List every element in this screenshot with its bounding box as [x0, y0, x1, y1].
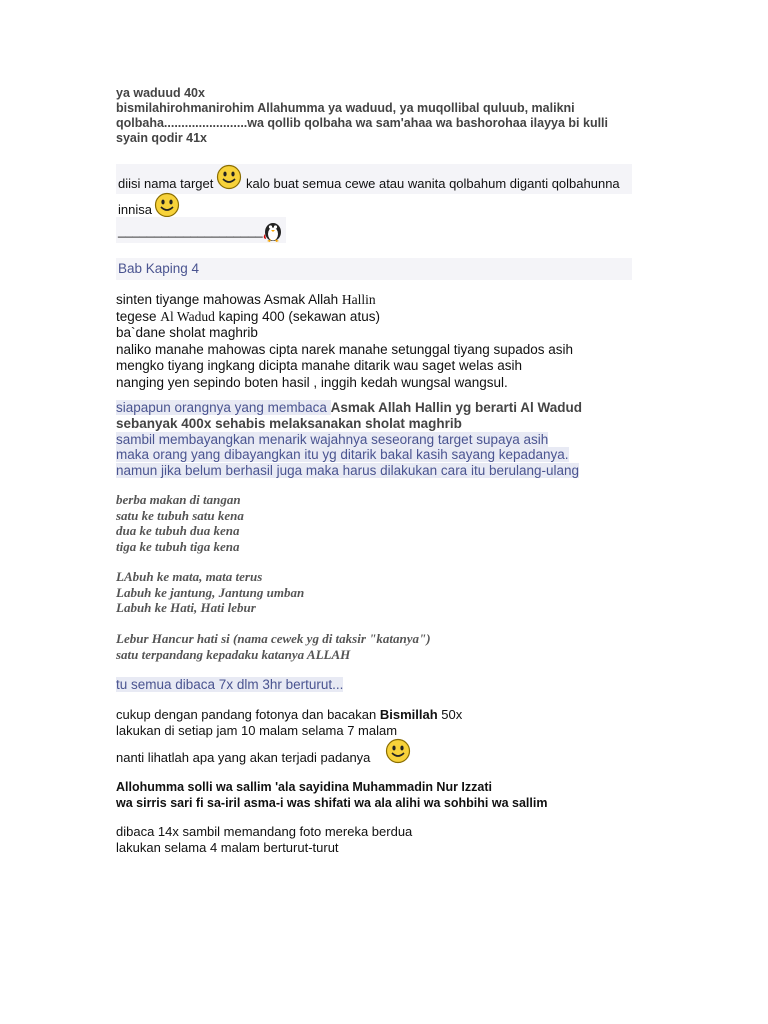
text-line: naliko manahe mahowas cipta narek manahe setunggal tiyang supados asih [116, 341, 574, 357]
poem-stanza-3 [116, 631, 431, 662]
innisa-row [116, 192, 206, 218]
note [116, 676, 343, 693]
instructions [116, 707, 462, 738]
prayer-header [116, 86, 608, 146]
poem-line: LAbuh ke mata, mata terus [116, 569, 263, 584]
note-text: tu semua dibaca 7x dlm 3hr berturut... [116, 677, 344, 692]
poem-line: satu ke tubuh satu kena [116, 507, 244, 523]
text-line: Allohumma solli wa sallim 'ala sayidina Muhammadin Nur Izzati [116, 780, 492, 794]
text-line: dibaca 14x sambil memandang foto mereka berdua [116, 824, 413, 839]
text-line: cukup dengan pandang fotonya dan bacakan Bismillah 50x [116, 707, 463, 722]
closing [116, 824, 412, 855]
sholawat [116, 779, 547, 811]
indonesian-text [116, 400, 582, 479]
text-line: tegese Al Wadud kaping 400 (sekawan atus) [116, 308, 380, 324]
text-line: ba`dane sholat maghrib [116, 325, 258, 340]
poem-line: satu terpandang kepadaku katanya ALLAH [116, 646, 351, 662]
target-row [116, 164, 632, 194]
text-line: sebanyak 400x sehabis melaksanakan sholat maghrib [116, 415, 462, 431]
text-line: siapapun orangnya yang membaca Asmak Allah Hallin yg berarti Al Wadud [116, 400, 582, 415]
target-text-after: kalo buat semua cewe atau wanita qolbahum diganti qolbahunna [246, 176, 620, 191]
poem-line: tiga ke tubuh tiga kena [116, 538, 240, 554]
smiley-icon [385, 738, 411, 769]
section-title: Bab Kaping 4 [118, 261, 200, 276]
innisa-text: innisa [118, 202, 152, 217]
poem-line: Labuh ke Hati, Hati lebur [116, 600, 256, 615]
text-line: wa sirris sari fi sa-iril asma-i was shifati wa ala alihi wa sohbihi wa sallim [116, 796, 548, 810]
prayer-line: syain qodir 41x [116, 131, 208, 145]
penguin-icon [260, 217, 286, 248]
smiley-icon [216, 164, 242, 195]
text-line: namun jika belum berhasil juga maka harus dilakukan cara itu berulang-ulang [116, 463, 580, 479]
prayer-line: qolbaha........................wa qollib qolbaha wa sam'ahaa wa bashorohaa ilayya bi kulli [116, 116, 608, 130]
section-heading [116, 258, 632, 280]
poem-line: dua ke tubuh dua kena [116, 523, 240, 538]
poem-line: Lebur Hancur hati si (nama cewek yg di taksir "katanya") [116, 631, 431, 646]
javanese-text [116, 292, 573, 391]
poem-stanza-2 [116, 569, 304, 616]
prayer-line: bismilahirohmanirohim Allahumma ya waduud, ya muqollibal quluub, malikni [116, 101, 575, 115]
separator-rule: ____________________ [118, 223, 263, 238]
poem-line: berba makan di tangan [116, 492, 241, 507]
prayer-line: ya waduud 40x [116, 86, 205, 100]
text-line: nanging yen sepindo boten hasil , inggih kedah wungsal wangsul. [116, 374, 508, 390]
nanti-row [116, 738, 416, 766]
text-line: nanti lihatlah apa yang akan terjadi padanya [116, 750, 371, 765]
target-text-before: diisi nama target [118, 176, 214, 191]
poem-line: Labuh ke jantung, Jantung umban [116, 584, 305, 600]
text-line: sinten tiyange mahowas Asmak Allah Hallin [116, 292, 376, 307]
text-line: maka orang yang dibayangkan itu yg ditarik bakal kasih sayang kepadanya. [116, 447, 569, 463]
text-line: lakukan di setiap jam 10 malam selama 7 malam [116, 722, 398, 738]
text-line: sambil membayangkan menarik wajahnya seseorang target supaya asih [116, 431, 549, 447]
text-line: mengko tiyang ingkang dicipta manahe ditarik wau saget welas asih [116, 358, 522, 373]
rule-row [116, 217, 286, 243]
poem-stanza-1 [116, 492, 244, 554]
text-line: lakukan selama 4 malam berturut-turut [116, 839, 339, 855]
